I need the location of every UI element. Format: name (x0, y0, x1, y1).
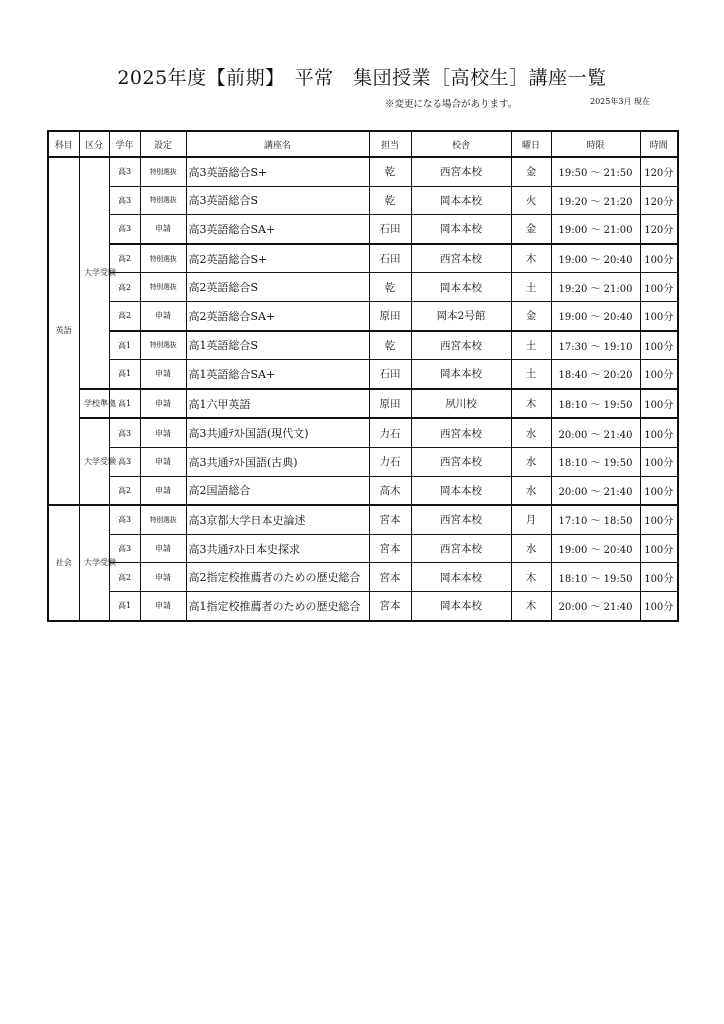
duration-cell: 100分 (640, 389, 678, 419)
day-cell: 木 (511, 389, 551, 419)
grade-cell: 高1 (109, 360, 140, 389)
setting-cell: 申請 (140, 360, 186, 389)
teacher-cell: 石田 (369, 244, 411, 273)
day-cell: 月 (511, 505, 551, 534)
grade-cell: 高1 (109, 331, 140, 360)
time-cell: 18:40 ～ 20:20 (551, 360, 640, 389)
duration-cell: 100分 (640, 244, 678, 273)
subject-cell-english: 英語 (48, 157, 79, 505)
duration-cell: 100分 (640, 331, 678, 360)
grade-cell: 高1 (109, 591, 140, 620)
course-name-cell: 高3英語総合S (186, 186, 369, 215)
grade-cell: 高3 (109, 186, 140, 215)
time-cell: 20:00 ～ 21:40 (551, 476, 640, 505)
teacher-cell: 宮本 (369, 563, 411, 592)
campus-cell: 岡本本校 (411, 273, 511, 302)
teacher-cell: 宮本 (369, 505, 411, 534)
campus-cell: 岡本本校 (411, 476, 511, 505)
teacher-cell: 石田 (369, 360, 411, 389)
grade-cell: 高2 (109, 476, 140, 505)
time-cell: 19:00 ～ 21:00 (551, 215, 640, 244)
header-time: 時限 (551, 131, 640, 157)
division-cell-entrance (79, 418, 116, 505)
setting-cell: 特別選抜 (140, 505, 186, 534)
day-cell: 水 (511, 534, 551, 563)
time-cell: 19:20 ～ 21:00 (551, 273, 640, 302)
course-name-cell: 高3共通ﾃｽﾄ国語(古典) (186, 447, 369, 476)
time-cell: 19:00 ～ 20:40 (551, 244, 640, 273)
course-name-cell: 高3共通ﾃｽﾄ国語(現代文) (186, 418, 369, 447)
division-cell-entrance (79, 157, 116, 389)
table-row (48, 244, 678, 273)
table-row (48, 301, 678, 330)
setting-cell: 申請 (140, 591, 186, 620)
table-row (48, 447, 678, 476)
day-cell: 火 (511, 186, 551, 215)
course-name-cell: 高3英語総合S+ (186, 157, 369, 186)
grade-cell: 高3 (109, 534, 140, 563)
campus-cell: 西宮本校 (411, 534, 511, 563)
header-grade: 学年 (109, 131, 140, 157)
duration-cell: 100分 (640, 505, 678, 534)
duration-cell: 100分 (640, 534, 678, 563)
teacher-cell: 乾 (369, 273, 411, 302)
day-cell: 木 (511, 563, 551, 592)
division-label: 大学受験 (84, 456, 116, 466)
duration-cell: 100分 (640, 591, 678, 620)
course-name-cell: 高1六甲英語 (186, 389, 369, 419)
time-cell: 17:10 ～ 18:50 (551, 505, 640, 534)
campus-cell: 西宮本校 (411, 244, 511, 273)
duration-cell: 120分 (640, 157, 678, 186)
duration-cell: 100分 (640, 360, 678, 389)
day-cell: 水 (511, 447, 551, 476)
teacher-cell: 宮本 (369, 591, 411, 620)
day-cell: 土 (511, 273, 551, 302)
setting-cell: 申請 (140, 476, 186, 505)
table-row (48, 186, 678, 215)
campus-cell: 岡本本校 (411, 215, 511, 244)
teacher-cell: 高木 (369, 476, 411, 505)
campus-cell: 岡本本校 (411, 563, 511, 592)
day-cell: 木 (511, 244, 551, 273)
teacher-cell: 力石 (369, 418, 411, 447)
day-cell: 木 (511, 591, 551, 620)
duration-cell: 100分 (640, 447, 678, 476)
division-label: 大学受験 (84, 557, 116, 567)
course-name-cell: 高2指定校推薦者のための歴史総合 (186, 563, 369, 592)
campus-cell: 西宮本校 (411, 505, 511, 534)
time-cell: 19:00 ～ 20:40 (551, 534, 640, 563)
table-row (48, 215, 678, 244)
duration-cell: 100分 (640, 563, 678, 592)
grade-cell: 高2 (109, 244, 140, 273)
setting-cell: 特別選抜 (140, 244, 186, 273)
day-cell: 金 (511, 157, 551, 186)
duration-cell: 120分 (640, 215, 678, 244)
time-cell: 19:50 ～ 21:50 (551, 157, 640, 186)
division-label: 大学受験 (84, 267, 116, 277)
campus-cell: 岡本本校 (411, 360, 511, 389)
teacher-cell: 原田 (369, 301, 411, 330)
header-duration: 時間 (640, 131, 678, 157)
duration-cell: 120分 (640, 186, 678, 215)
table-header-row (48, 131, 678, 157)
day-cell: 土 (511, 331, 551, 360)
table-row (48, 476, 678, 505)
time-cell: 18:10 ～ 19:50 (551, 389, 640, 419)
time-cell: 19:00 ～ 20:40 (551, 301, 640, 330)
course-name-cell: 高2英語総合S (186, 273, 369, 302)
grade-cell: 高3 (109, 215, 140, 244)
header-subject: 科目 (48, 131, 79, 157)
as-of-date: 2025年3月 現在 (590, 97, 650, 106)
day-cell: 土 (511, 360, 551, 389)
time-cell: 17:30 ～ 19:10 (551, 331, 640, 360)
time-cell: 18:10 ～ 19:50 (551, 563, 640, 592)
course-name-cell: 高3共通ﾃｽﾄ日本史探求 (186, 534, 369, 563)
header-setting: 設定 (140, 131, 186, 157)
time-cell: 19:20 ～ 21:20 (551, 186, 640, 215)
grade-cell: 高3 (109, 505, 140, 534)
table-row (48, 389, 678, 419)
setting-cell: 特別選抜 (140, 273, 186, 302)
duration-cell: 100分 (640, 273, 678, 302)
teacher-cell: 乾 (369, 186, 411, 215)
campus-cell: 西宮本校 (411, 447, 511, 476)
table-row (48, 563, 678, 592)
setting-cell: 申請 (140, 389, 186, 419)
header-course: 講座名 (186, 131, 369, 157)
setting-cell: 申請 (140, 447, 186, 476)
teacher-cell: 乾 (369, 331, 411, 360)
header-teacher: 担当 (369, 131, 411, 157)
grade-cell: 高3 (109, 418, 140, 447)
setting-cell: 申請 (140, 215, 186, 244)
setting-cell: 申請 (140, 418, 186, 447)
header-day: 曜日 (511, 131, 551, 157)
teacher-cell: 乾 (369, 157, 411, 186)
header-division: 区分 (79, 131, 109, 157)
day-cell: 金 (511, 215, 551, 244)
campus-cell: 西宮本校 (411, 331, 511, 360)
duration-cell: 100分 (640, 301, 678, 330)
grade-cell: 高2 (109, 301, 140, 330)
table-row (48, 157, 678, 186)
day-cell: 水 (511, 418, 551, 447)
header-campus: 校舎 (411, 131, 511, 157)
day-cell: 金 (511, 301, 551, 330)
table-row (48, 534, 678, 563)
division-cell-school (79, 389, 116, 419)
time-cell: 20:00 ～ 21:40 (551, 591, 640, 620)
table-row (48, 591, 678, 620)
campus-cell: 岡本2号館 (411, 301, 511, 330)
teacher-cell: 宮本 (369, 534, 411, 563)
course-table (47, 130, 679, 622)
grade-cell: 高2 (109, 563, 140, 592)
course-name-cell: 高1英語総合S (186, 331, 369, 360)
page-title: 2025年度【前期】 平常 集団授業［高校生］講座一覧 (117, 67, 607, 89)
division-label: 学校準拠 (84, 398, 116, 408)
teacher-cell: 石田 (369, 215, 411, 244)
setting-cell: 特別選抜 (140, 186, 186, 215)
campus-cell: 岡本本校 (411, 186, 511, 215)
campus-cell: 岡本本校 (411, 591, 511, 620)
day-cell: 水 (511, 476, 551, 505)
campus-cell: 夙川校 (411, 389, 511, 419)
change-note: ※変更になる場合があります。 (385, 99, 518, 110)
table-row (48, 273, 678, 302)
duration-cell: 100分 (640, 418, 678, 447)
teacher-cell: 原田 (369, 389, 411, 419)
teacher-cell: 力石 (369, 447, 411, 476)
grade-cell: 高2 (109, 273, 140, 302)
course-name-cell: 高1指定校推薦者のための歴史総合 (186, 591, 369, 620)
time-cell: 18:10 ～ 19:50 (551, 447, 640, 476)
grade-cell: 高3 (109, 157, 140, 186)
setting-cell: 申請 (140, 534, 186, 563)
time-cell: 20:00 ～ 21:40 (551, 418, 640, 447)
course-name-cell: 高1英語総合SA+ (186, 360, 369, 389)
campus-cell: 西宮本校 (411, 157, 511, 186)
subject-cell-society: 社会 (48, 505, 79, 620)
course-name-cell: 高2英語総合SA+ (186, 301, 369, 330)
setting-cell: 申請 (140, 301, 186, 330)
course-name-cell: 高2国語総合 (186, 476, 369, 505)
grade-cell: 高3 (109, 447, 140, 476)
division-cell-entrance (79, 505, 116, 620)
setting-cell: 特別選抜 (140, 157, 186, 186)
setting-cell: 申請 (140, 563, 186, 592)
table-row (48, 360, 678, 389)
table-row (48, 331, 678, 360)
duration-cell: 100分 (640, 476, 678, 505)
table-row (48, 418, 678, 447)
course-name-cell: 高3京都大学日本史論述 (186, 505, 369, 534)
course-name-cell: 高2英語総合S+ (186, 244, 369, 273)
grade-cell: 高1 (109, 389, 140, 419)
course-name-cell: 高3英語総合SA+ (186, 215, 369, 244)
setting-cell: 特別選抜 (140, 331, 186, 360)
table-row (48, 505, 678, 534)
campus-cell: 西宮本校 (411, 418, 511, 447)
